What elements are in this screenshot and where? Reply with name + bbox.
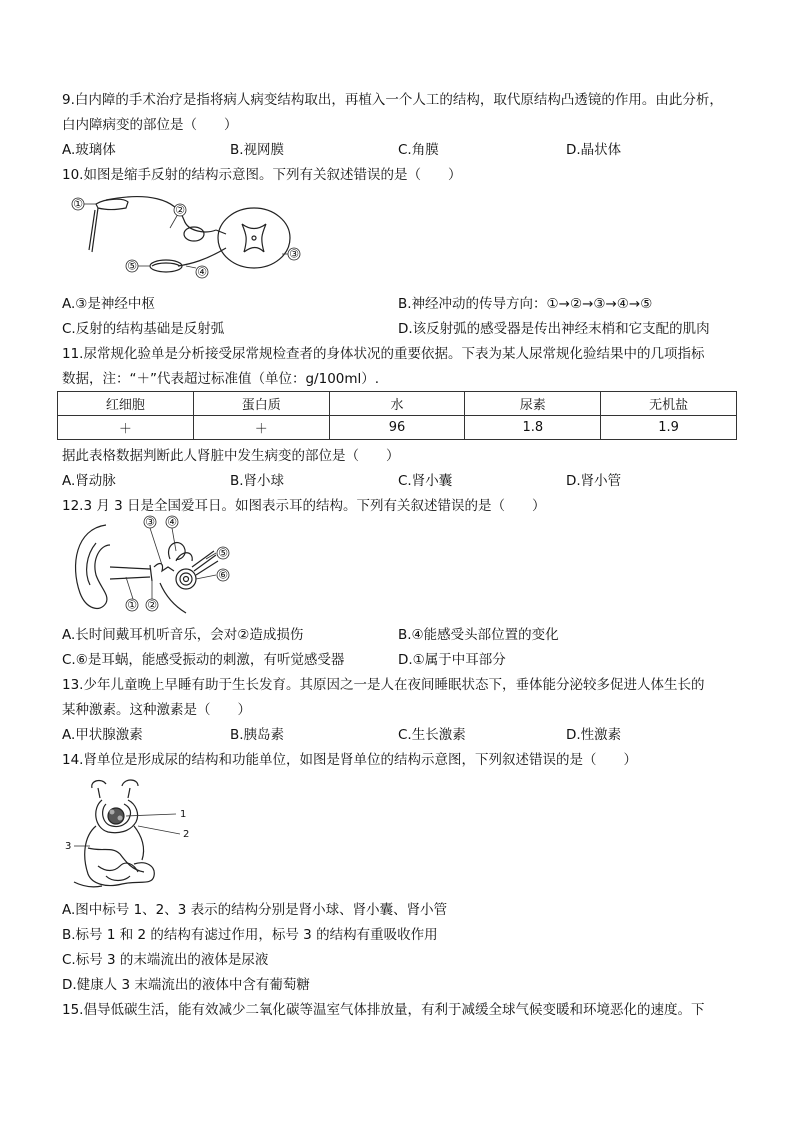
q13-stem-line1: 13.少年儿童晚上早睡有助于生长发育。其原因之一是人在夜间睡眠状态下，垂体能分泌较多促进人体生长的 <box>62 677 705 693</box>
q10-option-d: D.该反射弧的感受器是传出神经末梢和它支配的肌肉 <box>398 321 710 337</box>
table-cell: 1.9 <box>601 416 737 440</box>
q10-fig-label-5: ⑤ <box>127 259 137 273</box>
urinalysis-table <box>57 391 737 440</box>
ear-structure-figure <box>66 515 241 617</box>
q12-fig-label-4: ④ <box>167 515 177 529</box>
q9-option-c: C.角膜 <box>398 142 439 158</box>
q14-option-d: D.健康人 3 末端流出的液体中含有葡萄糖 <box>62 977 310 993</box>
q10-fig-label-2: ② <box>175 203 185 217</box>
table-row <box>58 416 737 440</box>
table-cell: ＋ <box>58 416 194 440</box>
table-header-cell: 蛋白质 <box>193 392 329 416</box>
q11-option-a: A.肾动脉 <box>62 473 116 489</box>
table-cell: ＋ <box>193 416 329 440</box>
q13-option-c: C.生长激素 <box>398 727 466 743</box>
table-cell: 1.8 <box>465 416 601 440</box>
q13-option-b: B.胰岛素 <box>230 727 285 743</box>
q11-option-d: D.肾小管 <box>566 473 622 489</box>
q10-stem: 10.如图是缩手反射的结构示意图。下列有关叙述错误的是（ ） <box>62 167 462 183</box>
q12-option-d: D.①属于中耳部分 <box>398 652 506 668</box>
q12-options-row2 <box>62 651 734 669</box>
reflex-arc-figure <box>66 190 306 280</box>
q14-fig-label-3: 3 <box>65 841 72 852</box>
q9-options <box>62 141 734 159</box>
q11-options <box>62 472 734 490</box>
table-cell: 96 <box>329 416 465 440</box>
q15-stem: 15.倡导低碳生活，能有效减少二氧化碳等温室气体排放量，有利于减缓全球气候变暖和环境恶化的速度。下 <box>62 1002 705 1018</box>
q14-option-a: A.图中标号 1、2、3 表示的结构分别是肾小球、肾小囊、肾小管 <box>62 902 448 918</box>
q9-stem-line2: 白内障病变的部位是（ ） <box>62 117 238 133</box>
table-header-cell: 红细胞 <box>58 392 194 416</box>
nephron-figure <box>62 776 197 894</box>
q10-options-row1 <box>62 295 734 313</box>
q9-option-a: A.玻璃体 <box>62 142 116 158</box>
q14-fig-label-2: 2 <box>183 829 190 840</box>
q12-fig-label-1: ① <box>127 598 137 612</box>
q10-fig-label-4: ④ <box>197 265 207 279</box>
q14-option-b: B.标号 1 和 2 的结构有滤过作用，标号 3 的结构有重吸收作用 <box>62 927 438 943</box>
q12-options-row1 <box>62 626 734 644</box>
q12-stem: 12.3 月 3 日是全国爱耳日。如图表示耳的结构。下列有关叙述错误的是（ ） <box>62 498 546 514</box>
q10-fig-label-1: ① <box>73 197 83 211</box>
q13-option-a: A.甲状腺激素 <box>62 727 143 743</box>
table-header-row <box>58 392 737 416</box>
q10-fig-label-3: ③ <box>289 247 299 261</box>
q11-stem-line1: 11.尿常规化验单是分析接受尿常规检查者的身体状况的重要依据。下表为某人尿常规化验结果中的几项指标 <box>62 346 705 362</box>
q12-fig-label-5: ⑤ <box>218 546 228 560</box>
q13-options <box>62 726 734 744</box>
q13-option-d: D.性激素 <box>566 727 622 743</box>
q9-stem-line1: 9.白内障的手术治疗是指将病人病变结构取出，再植入一个人工的结构，取代原结构凸透镜的作用。由此分析， <box>62 92 723 108</box>
q14-option-c: C.标号 3 的末端流出的液体是尿液 <box>62 952 269 968</box>
table-header-cell: 无机盐 <box>601 392 737 416</box>
q11-stem-line2: 数据，注：“＋”代表超过标准值（单位：g/100ml）. <box>62 371 380 387</box>
table-header-cell: 尿素 <box>465 392 601 416</box>
q9-option-d: D.晶状体 <box>566 142 622 158</box>
q11-option-c: C.肾小囊 <box>398 473 453 489</box>
q12-fig-label-6: ⑥ <box>218 568 228 582</box>
q10-option-c: C.反射的结构基础是反射弧 <box>62 321 225 337</box>
q11-option-b: B.肾小球 <box>230 473 285 489</box>
q11-stem-after: 据此表格数据判断此人肾脏中发生病变的部位是（ ） <box>62 448 400 464</box>
q12-option-a: A.长时间戴耳机听音乐，会对②造成损伤 <box>62 627 304 643</box>
q12-option-c: C.⑥是耳蜗，能感受振动的刺激，有听觉感受器 <box>62 652 345 668</box>
q14-fig-label-1: 1 <box>180 809 187 820</box>
table-header-cell: 水 <box>329 392 465 416</box>
q10-option-b: B.神经冲动的传导方向：①→②→③→④→⑤ <box>398 296 653 312</box>
q10-options-row2 <box>62 320 734 338</box>
q12-fig-label-2: ② <box>147 598 157 612</box>
q9-option-b: B.视网膜 <box>230 142 285 158</box>
q13-stem-line2: 某种激素。这种激素是（ ） <box>62 702 251 718</box>
q10-option-a: A.③是神经中枢 <box>62 296 155 312</box>
q12-fig-label-3: ③ <box>145 515 155 529</box>
q14-stem: 14.肾单位是形成尿的结构和功能单位，如图是肾单位的结构示意图，下列叙述错误的是（ ） <box>62 752 637 768</box>
q12-option-b: B.④能感受头部位置的变化 <box>398 627 559 643</box>
